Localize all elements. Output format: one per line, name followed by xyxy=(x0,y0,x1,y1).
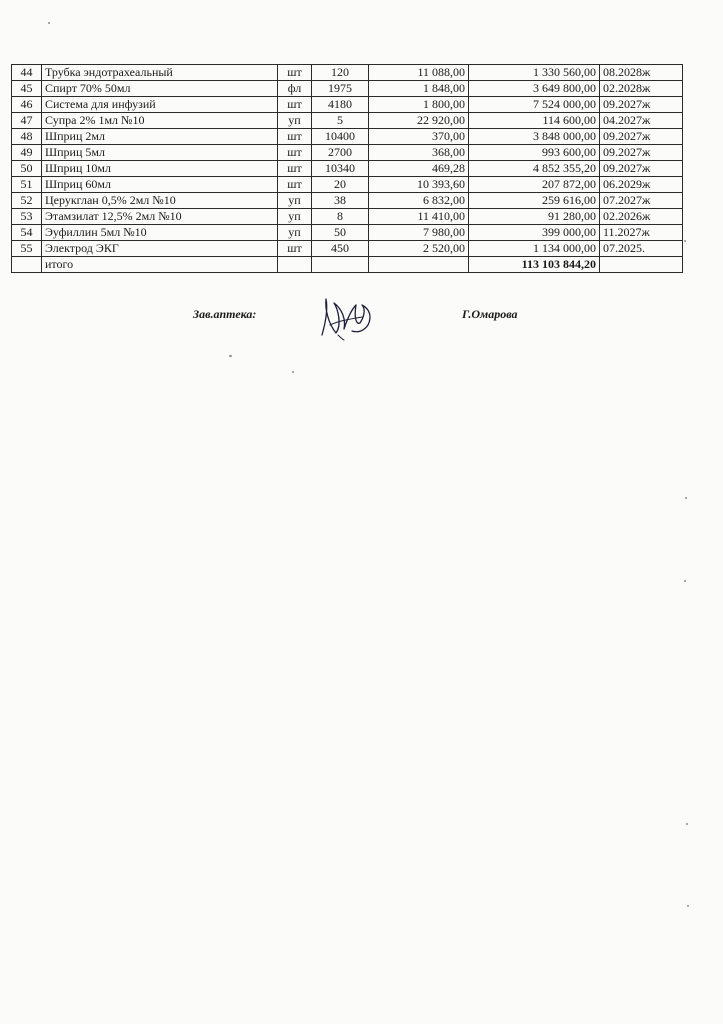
item-name-cell: Шприц 5мл xyxy=(42,145,278,161)
total-unit-cell xyxy=(278,257,312,273)
item-price-cell: 7 980,00 xyxy=(369,225,469,241)
item-expiry-cell: 09.2027ж xyxy=(600,129,683,145)
item-price-cell: 1 800,00 xyxy=(369,97,469,113)
scan-speck xyxy=(685,497,687,499)
scan-speck xyxy=(229,355,232,357)
item-qty-cell: 38 xyxy=(312,193,369,209)
total-label: итого xyxy=(42,257,278,273)
item-unit-cell: шт xyxy=(278,97,312,113)
item-expiry-cell: 09.2027ж xyxy=(600,97,683,113)
item-price-cell: 1 848,00 xyxy=(369,81,469,97)
table-row xyxy=(12,161,683,177)
item-name-cell: Шприц 2мл xyxy=(42,129,278,145)
item-sum-cell: 3 649 800,00 xyxy=(469,81,600,97)
inventory-table xyxy=(11,64,683,273)
item-sum-cell: 399 000,00 xyxy=(469,225,600,241)
table-row xyxy=(12,209,683,225)
signature-mark xyxy=(316,295,380,341)
item-sum-cell: 1 330 560,00 xyxy=(469,65,600,81)
item-unit-cell: шт xyxy=(278,161,312,177)
table-row xyxy=(12,65,683,81)
item-name-cell: Трубка эндотрахеальный xyxy=(42,65,278,81)
total-expiry-cell xyxy=(600,257,683,273)
item-sum-cell: 207 872,00 xyxy=(469,177,600,193)
item-num-cell: 52 xyxy=(12,193,42,209)
item-qty-cell: 2700 xyxy=(312,145,369,161)
scan-speck xyxy=(292,371,294,373)
item-unit-cell: шт xyxy=(278,177,312,193)
table-row xyxy=(12,177,683,193)
table-row xyxy=(12,225,683,241)
inventory-table-body xyxy=(12,65,683,273)
item-sum-cell: 993 600,00 xyxy=(469,145,600,161)
total-qty-cell xyxy=(312,257,369,273)
item-price-cell: 370,00 xyxy=(369,129,469,145)
item-sum-cell: 259 616,00 xyxy=(469,193,600,209)
item-sum-cell: 114 600,00 xyxy=(469,113,600,129)
item-expiry-cell: 02.2026ж xyxy=(600,209,683,225)
table-row xyxy=(12,113,683,129)
item-price-cell: 2 520,00 xyxy=(369,241,469,257)
total-row xyxy=(12,257,683,273)
item-qty-cell: 120 xyxy=(312,65,369,81)
item-expiry-cell: 09.2027ж xyxy=(600,161,683,177)
item-unit-cell: шт xyxy=(278,129,312,145)
item-qty-cell: 8 xyxy=(312,209,369,225)
item-sum-cell: 4 852 355,20 xyxy=(469,161,600,177)
item-unit-cell: уп xyxy=(278,209,312,225)
table-row xyxy=(12,81,683,97)
item-qty-cell: 50 xyxy=(312,225,369,241)
item-unit-cell: уп xyxy=(278,225,312,241)
table-row xyxy=(12,129,683,145)
item-num-cell: 53 xyxy=(12,209,42,225)
item-expiry-cell: 04.2027ж xyxy=(600,113,683,129)
scan-speck xyxy=(684,580,686,582)
item-expiry-cell: 07.2027ж xyxy=(600,193,683,209)
item-price-cell: 368,00 xyxy=(369,145,469,161)
item-num-cell: 48 xyxy=(12,129,42,145)
item-qty-cell: 10340 xyxy=(312,161,369,177)
item-sum-cell: 91 280,00 xyxy=(469,209,600,225)
pharmacy-head-name: Г.Омарова xyxy=(462,307,518,321)
item-sum-cell: 3 848 000,00 xyxy=(469,129,600,145)
item-name-cell: Спирт 70% 50мл xyxy=(42,81,278,97)
item-unit-cell: шт xyxy=(278,145,312,161)
item-unit-cell: уп xyxy=(278,193,312,209)
item-name-cell: Эуфиллин 5мл №10 xyxy=(42,225,278,241)
item-num-cell: 47 xyxy=(12,113,42,129)
item-expiry-cell: 06.2029ж xyxy=(600,177,683,193)
item-num-cell: 49 xyxy=(12,145,42,161)
item-name-cell: Система для инфузий xyxy=(42,97,278,113)
item-name-cell: Этамзилат 12,5% 2мл №10 xyxy=(42,209,278,225)
item-num-cell: 51 xyxy=(12,177,42,193)
item-name-cell: Церукглан 0,5% 2мл №10 xyxy=(42,193,278,209)
item-unit-cell: шт xyxy=(278,65,312,81)
item-price-cell: 6 832,00 xyxy=(369,193,469,209)
scan-speck xyxy=(687,905,689,907)
item-num-cell: 55 xyxy=(12,241,42,257)
table-row xyxy=(12,97,683,113)
item-qty-cell: 10400 xyxy=(312,129,369,145)
item-unit-cell: шт xyxy=(278,241,312,257)
total-sum: 113 103 844,20 xyxy=(469,257,600,273)
item-price-cell: 10 393,60 xyxy=(369,177,469,193)
item-num-cell: 46 xyxy=(12,97,42,113)
item-expiry-cell: 08.2028ж xyxy=(600,65,683,81)
item-name-cell: Шприц 10мл xyxy=(42,161,278,177)
item-expiry-cell: 11.2027ж xyxy=(600,225,683,241)
item-price-cell: 11 410,00 xyxy=(369,209,469,225)
item-name-cell: Шприц 60мл xyxy=(42,177,278,193)
table-row xyxy=(12,145,683,161)
item-unit-cell: фл xyxy=(278,81,312,97)
table-row xyxy=(12,193,683,209)
item-name-cell: Электрод ЭКГ xyxy=(42,241,278,257)
item-price-cell: 11 088,00 xyxy=(369,65,469,81)
item-num-cell: 45 xyxy=(12,81,42,97)
item-qty-cell: 20 xyxy=(312,177,369,193)
scan-speck xyxy=(48,22,50,24)
scan-speck xyxy=(686,823,688,825)
item-unit-cell: уп xyxy=(278,113,312,129)
item-qty-cell: 1975 xyxy=(312,81,369,97)
item-num-cell: 50 xyxy=(12,161,42,177)
item-expiry-cell: 02.2028ж xyxy=(600,81,683,97)
table-row xyxy=(12,241,683,257)
item-qty-cell: 5 xyxy=(312,113,369,129)
scan-speck xyxy=(684,240,686,242)
item-expiry-cell: 07.2025. xyxy=(600,241,683,257)
item-qty-cell: 450 xyxy=(312,241,369,257)
item-qty-cell: 4180 xyxy=(312,97,369,113)
item-expiry-cell: 09.2027ж xyxy=(600,145,683,161)
item-num-cell: 44 xyxy=(12,65,42,81)
item-name-cell: Супра 2% 1мл №10 xyxy=(42,113,278,129)
item-price-cell: 469,28 xyxy=(369,161,469,177)
item-price-cell: 22 920,00 xyxy=(369,113,469,129)
item-num-cell: 54 xyxy=(12,225,42,241)
total-price-cell xyxy=(369,257,469,273)
total-num-cell xyxy=(12,257,42,273)
position-label: Зав.аптека: xyxy=(193,307,257,321)
item-sum-cell: 7 524 000,00 xyxy=(469,97,600,113)
item-sum-cell: 1 134 000,00 xyxy=(469,241,600,257)
